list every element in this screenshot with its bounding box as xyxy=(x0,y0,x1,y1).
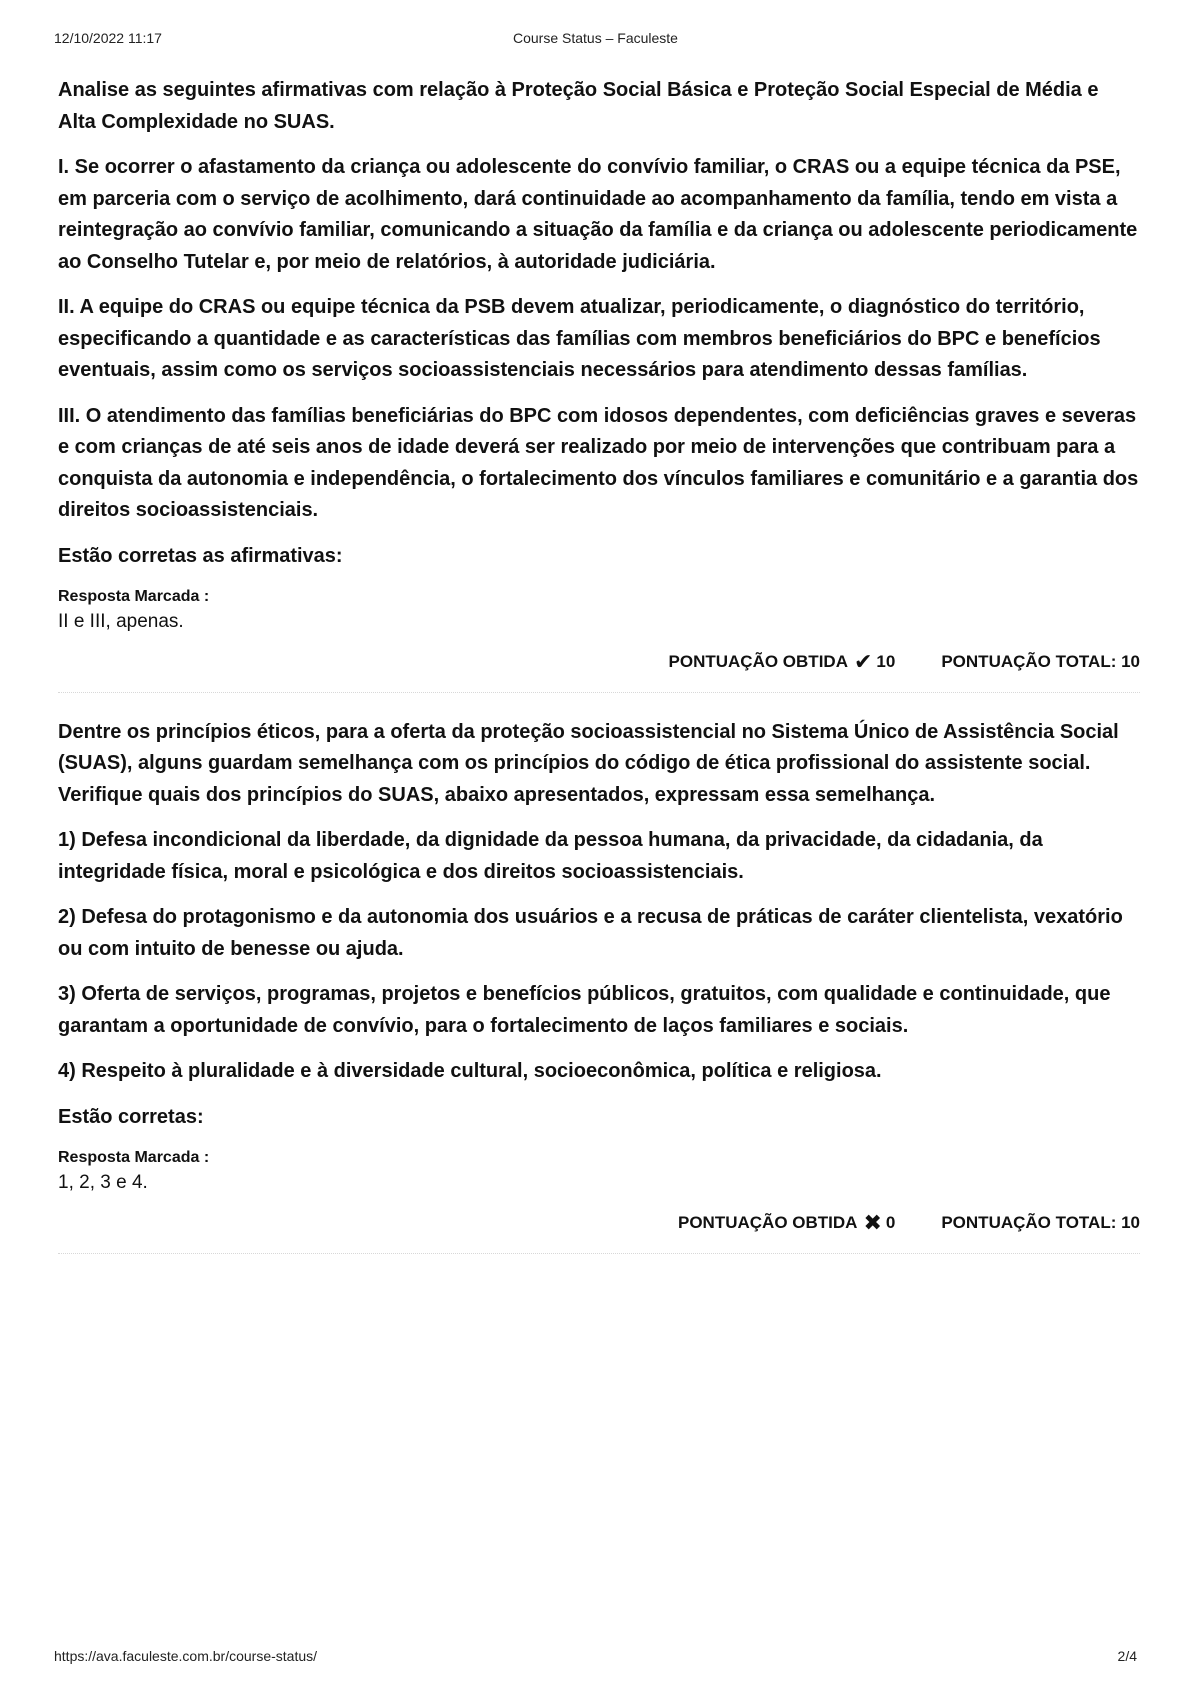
score-row xyxy=(58,1209,1140,1237)
question-prompt: Estão corretas: xyxy=(58,1105,204,1128)
statement: 4) Respeito à pluralidade e à diversidade cultural, socioeconômica, política e religiosa. xyxy=(58,1060,882,1082)
question-intro: Analise as seguintes afirmativas com relação à Proteção Social Básica e Proteção Social Especial de Média e Alta Complexidade no SUAS. xyxy=(58,79,1099,133)
score-obtained xyxy=(677,1209,896,1235)
page-number: 2/4 xyxy=(1117,1648,1137,1664)
score-total: PONTUAÇÃO TOTAL: 10 xyxy=(941,651,1140,671)
score-obtained xyxy=(668,648,896,674)
question-prompt: Estão corretas as afirmativas: xyxy=(58,544,343,567)
check-icon: ✔ xyxy=(853,648,873,674)
score-obtained-value: 0 xyxy=(885,1212,896,1232)
course-status-content xyxy=(58,75,1140,1278)
statement: I. Se ocorrer o afastamento da criança ou adolescente do convívio familiar, o CRAS ou a equipe técnica da PSE, em parceria com o serviço de acolhimento, dará continuidade ao acompanhamento da família, tendo em vista a reintegração ao convívio familiar, comunicando a situação da família e da criança ou adolescente periodicamente ao Conselho Tutelar e, por meio de relatórios, à autoridade judiciária. xyxy=(58,156,1138,273)
marked-answer: 1, 2, 3 e 4. xyxy=(58,1171,148,1193)
score-obtained-value: 10 xyxy=(876,651,896,671)
score-row xyxy=(58,648,1140,676)
statement: 1) Defesa incondicional da liberdade, da dignidade da pessoa humana, da privacidade, da cidadania, da integridade física, moral e psicológica e dos direitos socioassistenciais. xyxy=(58,829,1043,883)
statement: 3) Oferta de serviços, programas, projetos e benefícios públicos, gratuitos, com qualidade e continuidade, que garantam a oportunidade de convívio, para o fortalecimento de laços familiares e sociais. xyxy=(58,983,1111,1037)
score-total: PONTUAÇÃO TOTAL: 10 xyxy=(941,1212,1140,1232)
page-url: https://ava.faculeste.com.br/course-status/ xyxy=(54,1648,318,1664)
statement: 2) Defesa do protagonismo e da autonomia dos usuários e a recusa de práticas de caráter clientelista, vexatório ou com intuito de benesse ou ajuda. xyxy=(58,906,1123,960)
question-1 xyxy=(58,75,1140,676)
statement: III. O atendimento das famílias beneficiárias do BPC com idosos dependentes, com deficiências graves e severas e com crianças de até seis anos de idade deverá ser realizado por meio de intervenções que contribuam para a conquista da autonomia e independência, o fortalecimento dos vínculos familiares e comunitário e a garantia dos direitos socioassistenciais. xyxy=(58,404,1139,521)
question-2 xyxy=(58,717,1140,1237)
score-obtained-label: PONTUAÇÃO OBTIDA xyxy=(668,651,848,671)
print-header xyxy=(54,30,1137,50)
answer-label: Resposta Marcada : xyxy=(58,1148,210,1166)
score-obtained-label: PONTUAÇÃO OBTIDA xyxy=(677,1212,858,1232)
print-title: Course Status – Faculeste xyxy=(513,30,678,46)
print-footer xyxy=(54,1648,1137,1668)
marked-answer: II e III, apenas. xyxy=(58,610,184,632)
question-intro: Dentre os princípios éticos, para a oferta da proteção socioassistencial no Sistema Único de Assistência Social (SUAS), alguns guardam semelhança com os princípios do código de ética profissional do assistente social. Verifique quais dos princípios do SUAS, abaixo apresentados, expressam essa semelhança. xyxy=(58,720,1119,806)
divider xyxy=(58,692,1140,693)
statement: II. A equipe do CRAS ou equipe técnica da PSB devem atualizar, periodicamente, o diagnóstico do território, especificando a quantidade e as características das famílias com membros beneficiários do BPC e benefícios eventuais, assim como os serviços socioassistenciais necessários para atendimento dessas famílias. xyxy=(58,296,1101,381)
answer-label: Resposta Marcada : xyxy=(58,587,210,605)
print-datetime: 12/10/2022 11:17 xyxy=(54,30,162,46)
divider xyxy=(58,1253,1140,1254)
x-icon: ✖ xyxy=(863,1209,882,1235)
